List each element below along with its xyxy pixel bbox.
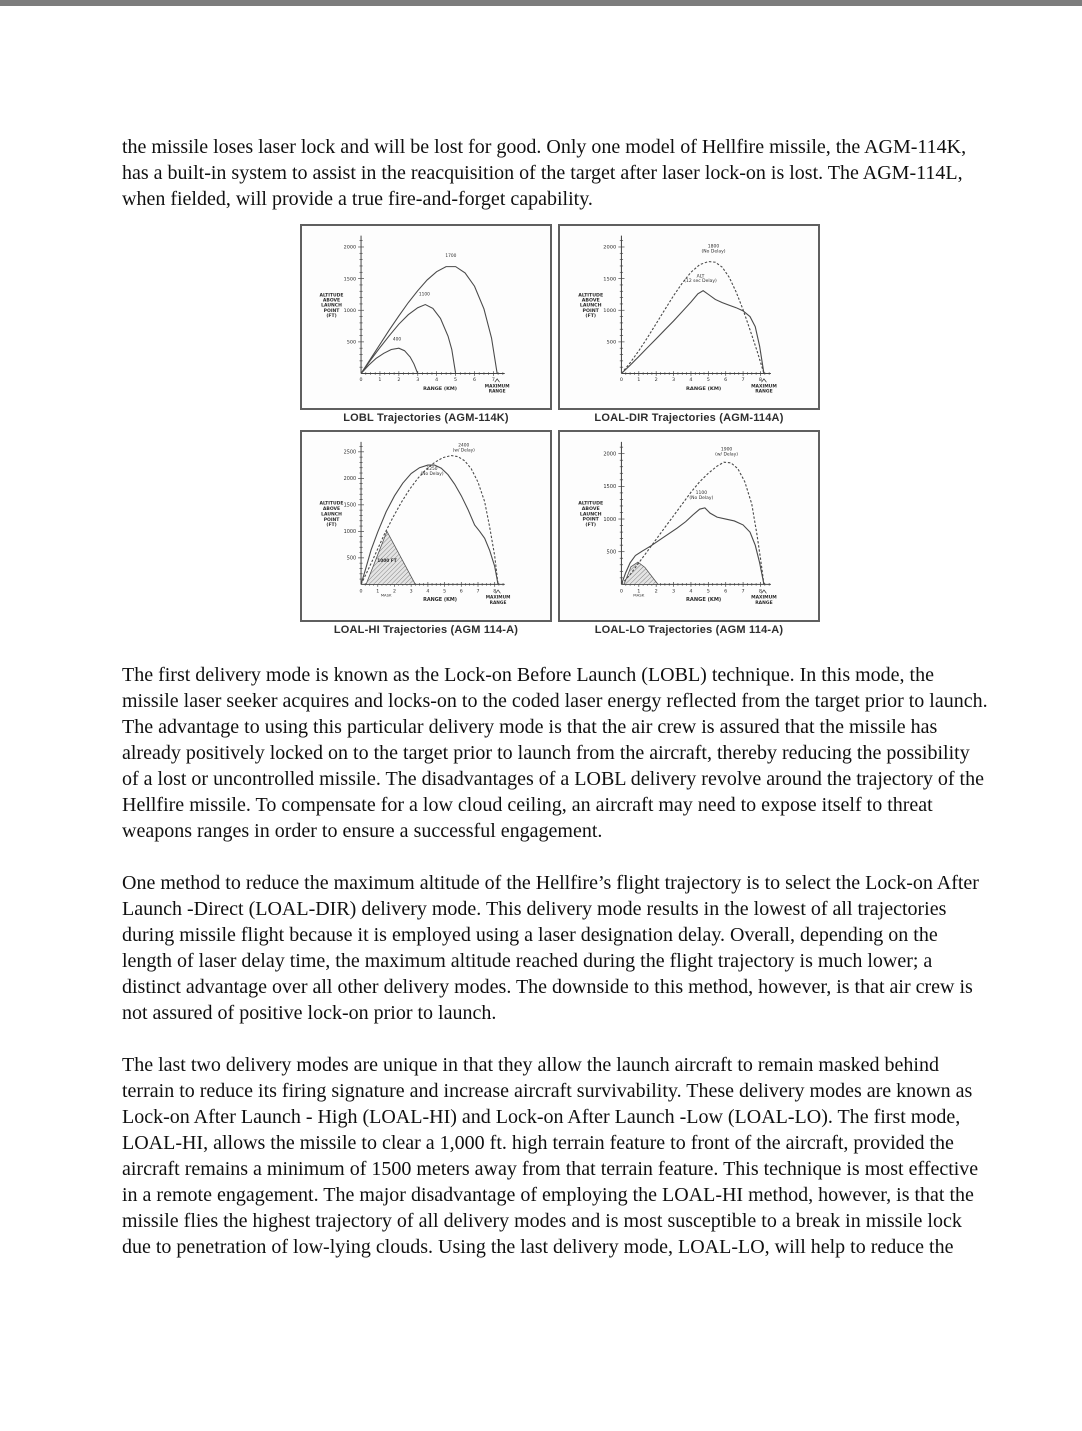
figure-loal-dir-trajectories bbox=[558, 224, 820, 424]
svg-text:(w/ Delay): (w/ Delay) bbox=[452, 448, 475, 454]
svg-text:LAUNCH: LAUNCH bbox=[321, 512, 342, 518]
svg-text:RANGE: RANGE bbox=[755, 389, 773, 395]
svg-text:500: 500 bbox=[346, 339, 357, 346]
svg-text:500: 500 bbox=[606, 339, 617, 346]
svg-text:MASK: MASK bbox=[633, 592, 645, 598]
chart-canvas-loal-hi bbox=[302, 432, 550, 620]
svg-text:1100: 1100 bbox=[695, 491, 708, 497]
svg-text:4: 4 bbox=[689, 378, 693, 384]
svg-text:5: 5 bbox=[706, 378, 710, 384]
svg-text:(No Delay): (No Delay) bbox=[420, 471, 444, 477]
svg-text:(12 sec Delay): (12 sec Delay) bbox=[684, 279, 717, 285]
svg-text:ALTITUDE: ALTITUDE bbox=[578, 501, 604, 507]
svg-text:3: 3 bbox=[416, 378, 420, 384]
figure-lobl-trajectories bbox=[300, 224, 552, 424]
svg-text:2: 2 bbox=[392, 589, 396, 595]
svg-text:(No Delay): (No Delay) bbox=[689, 496, 714, 502]
svg-text:ABOVE: ABOVE bbox=[581, 298, 600, 304]
svg-text:5: 5 bbox=[443, 589, 447, 595]
svg-text:0: 0 bbox=[619, 378, 623, 384]
svg-text:RANGE (KM): RANGE (KM) bbox=[686, 385, 722, 392]
svg-text:7: 7 bbox=[741, 589, 745, 595]
svg-text:6: 6 bbox=[724, 378, 728, 384]
svg-text:6: 6 bbox=[724, 589, 728, 595]
svg-text:6: 6 bbox=[459, 589, 463, 595]
svg-text:2: 2 bbox=[397, 378, 401, 384]
svg-text:5: 5 bbox=[454, 378, 458, 384]
svg-text:500: 500 bbox=[346, 555, 357, 562]
svg-text:LAUNCH: LAUNCH bbox=[579, 512, 602, 518]
svg-text:400: 400 bbox=[392, 337, 402, 343]
svg-text:LAUNCH: LAUNCH bbox=[579, 303, 602, 309]
svg-text:RANGE (KM): RANGE (KM) bbox=[423, 385, 458, 392]
svg-text:POINT: POINT bbox=[582, 517, 599, 523]
chart-frame-loal-dir bbox=[558, 224, 820, 410]
svg-text:1: 1 bbox=[637, 378, 641, 384]
svg-text:(No Delay): (No Delay) bbox=[701, 249, 726, 255]
paragraph-loal-dir: One method to reduce the maximum altitude of the Hellfire’s flight trajectory is to select the Lock-on After Launch -Direct (LOAL-DIR) delivery mode. This delivery mode results in the lowest of all trajectories during missile flight because it is employed using a laser designation delay. Overall, depending on the length of laser delay time, the maximum altitude reached during the flight trajectory is much lower; a distinct advantage over all other delivery modes. The downside to this method, however, is that air crew is not assured of positive lock-on prior to launch. bbox=[122, 872, 979, 1024]
chart-frame-lobl bbox=[300, 224, 552, 410]
figure-caption-loal-dir: LOAL-DIR Trajectories (AGM-114A) bbox=[594, 412, 784, 424]
svg-text:ABOVE: ABOVE bbox=[581, 507, 600, 513]
intro-paragraph: the missile loses laser lock and will be lost for good. Only one model of Hellfire missile, the AGM-114K, has a built-in system to assist in the reacquisition of the target after laser lock-on is lost. The AGM-114L, when fielded, will provide a true fire-and-forget capability. bbox=[122, 136, 967, 210]
svg-text:2250: 2250 bbox=[426, 466, 438, 472]
svg-text:RANGE: RANGE bbox=[488, 389, 506, 395]
svg-text:1000: 1000 bbox=[603, 308, 617, 314]
svg-text:2000: 2000 bbox=[343, 476, 357, 483]
svg-text:1800: 1800 bbox=[707, 244, 720, 250]
svg-text:1: 1 bbox=[378, 378, 382, 384]
svg-text:3: 3 bbox=[672, 589, 676, 595]
svg-text:ALTITUDE: ALTITUDE bbox=[319, 501, 344, 507]
svg-text:7: 7 bbox=[476, 589, 480, 595]
svg-text:ALT: ALT bbox=[696, 274, 705, 280]
figure-block bbox=[300, 224, 820, 636]
svg-text:POINT: POINT bbox=[582, 309, 599, 314]
svg-text:POINT: POINT bbox=[323, 517, 340, 523]
chart-canvas-loal-dir bbox=[560, 226, 818, 408]
paragraph-lobl: The first delivery mode is known as the Lock-on Before Launch (LOBL) technique. In this mode, the missile laser seeker acquires and locks-on to the coded laser energy reflected from the target prior to launch. The advantage to using this particular delivery mode is that the air crew is assured that the missile has already positively locked on to the target prior to launch from the aircraft, thereby reducing the possibility of a lost or uncontrolled missile. The disadvantages of a LOBL delivery revolve around the trajectory of the Hellfire missile. To compensate for a low cloud ceiling, an aircraft may need to expose itself to threat weapons ranges in order to ensure a successful engagement. bbox=[122, 664, 988, 842]
svg-text:(FT): (FT) bbox=[326, 314, 337, 320]
svg-text:1500: 1500 bbox=[603, 484, 617, 491]
svg-text:2400: 2400 bbox=[458, 443, 470, 449]
svg-text:RANGE: RANGE bbox=[755, 600, 773, 606]
paragraph-loal-hi-lo: The last two delivery modes are unique in that they allow the launch aircraft to remain masked behind terrain to reduce its firing signature and increase aircraft survivability. These delivery modes are known as Lock-on After Launch - High (LOAL-HI) and Lock-on After Launch -Low (LOAL-LO). The first mode, LOAL-HI, allows the missile to clear a 1,000 ft. high terrain feature to front of the aircraft, provided the aircraft remains a minimum of 1500 meters away from that terrain feature. This technique is most effective in a remote engagement. The major disadvantage of employing the LOAL-HI method, however, is that the missile flies the highest trajectory of all delivery modes and is most susceptible to a break in missile lock due to penetration of low-lying clouds. Using the last delivery mode, LOAL-LO, will help to reduce the bbox=[122, 1054, 979, 1258]
svg-text:ABOVE: ABOVE bbox=[322, 298, 341, 304]
svg-text:8: 8 bbox=[493, 589, 497, 595]
svg-text:0: 0 bbox=[619, 589, 623, 595]
svg-text:4: 4 bbox=[426, 589, 430, 595]
svg-text:1500: 1500 bbox=[343, 502, 357, 509]
svg-text:MAXIMUM: MAXIMUM bbox=[484, 384, 510, 390]
svg-text:5: 5 bbox=[706, 589, 710, 595]
svg-text:8: 8 bbox=[758, 378, 763, 384]
svg-text:RANGE (KM): RANGE (KM) bbox=[423, 597, 458, 604]
svg-text:(FT): (FT) bbox=[326, 523, 337, 529]
svg-text:RANGE (KM): RANGE (KM) bbox=[685, 597, 722, 604]
svg-text:ALTITUDE: ALTITUDE bbox=[578, 293, 604, 299]
figure-caption-lobl: LOBL Trajectories (AGM-114K) bbox=[343, 412, 509, 424]
svg-text:MAXIMUM: MAXIMUM bbox=[751, 595, 777, 601]
svg-text:ABOVE: ABOVE bbox=[322, 507, 341, 513]
figure-grid-top bbox=[300, 224, 820, 424]
figure-caption-loal-hi: LOAL-HI Trajectories (AGM 114-A) bbox=[333, 624, 519, 636]
svg-text:RANGE: RANGE bbox=[489, 600, 507, 606]
svg-text:1900: 1900 bbox=[720, 447, 733, 453]
svg-text:ALTITUDE: ALTITUDE bbox=[319, 293, 344, 299]
svg-text:4: 4 bbox=[435, 378, 439, 384]
document-content bbox=[122, 6, 988, 1260]
svg-text:2000: 2000 bbox=[343, 244, 357, 251]
svg-text:0: 0 bbox=[359, 589, 363, 595]
figure-grid-bottom bbox=[300, 430, 820, 636]
svg-text:(FT): (FT) bbox=[585, 314, 597, 320]
svg-text:1700: 1700 bbox=[445, 254, 457, 260]
chart-frame-loal-hi bbox=[300, 430, 552, 622]
svg-text:1000: 1000 bbox=[603, 516, 617, 523]
svg-text:1100: 1100 bbox=[418, 292, 430, 298]
svg-text:4: 4 bbox=[689, 589, 693, 595]
svg-text:2000: 2000 bbox=[603, 244, 617, 251]
figure-caption-loal-lo: LOAL-LO Trajectories (AGM 114-A) bbox=[594, 624, 784, 636]
svg-text:LAUNCH: LAUNCH bbox=[321, 303, 342, 309]
svg-text:2: 2 bbox=[654, 378, 658, 384]
svg-text:MAXIMUM: MAXIMUM bbox=[485, 595, 511, 601]
svg-text:2: 2 bbox=[654, 589, 658, 595]
svg-text:0: 0 bbox=[359, 378, 363, 384]
chart-frame-loal-lo bbox=[558, 430, 820, 622]
svg-text:(FT): (FT) bbox=[585, 523, 597, 529]
svg-text:3: 3 bbox=[409, 589, 413, 595]
chart-canvas-lobl bbox=[302, 226, 550, 408]
svg-text:500: 500 bbox=[606, 549, 617, 556]
figure-loal-lo-trajectories bbox=[558, 430, 820, 636]
svg-text:3: 3 bbox=[672, 378, 676, 384]
svg-text:1500: 1500 bbox=[603, 276, 617, 283]
svg-text:POINT: POINT bbox=[323, 308, 340, 314]
svg-text:1500: 1500 bbox=[343, 276, 357, 283]
svg-text:1: 1 bbox=[637, 589, 641, 595]
svg-text:1: 1 bbox=[376, 589, 380, 595]
figure-loal-hi-trajectories bbox=[300, 430, 552, 636]
svg-text:2000: 2000 bbox=[603, 451, 617, 458]
svg-text:7: 7 bbox=[741, 378, 745, 384]
svg-text:1000: 1000 bbox=[343, 529, 357, 536]
svg-text:1000 FT: 1000 FT bbox=[377, 559, 397, 565]
chart-canvas-loal-lo bbox=[560, 432, 818, 620]
svg-text:(w/ Delay): (w/ Delay) bbox=[715, 452, 739, 458]
svg-text:2500: 2500 bbox=[343, 449, 357, 456]
svg-text:MAXIMUM: MAXIMUM bbox=[751, 384, 777, 390]
svg-text:1000: 1000 bbox=[343, 308, 357, 314]
svg-text:6: 6 bbox=[472, 378, 476, 384]
svg-text:7: 7 bbox=[491, 378, 495, 384]
svg-text:8: 8 bbox=[758, 589, 763, 595]
svg-text:MASK: MASK bbox=[380, 593, 392, 598]
